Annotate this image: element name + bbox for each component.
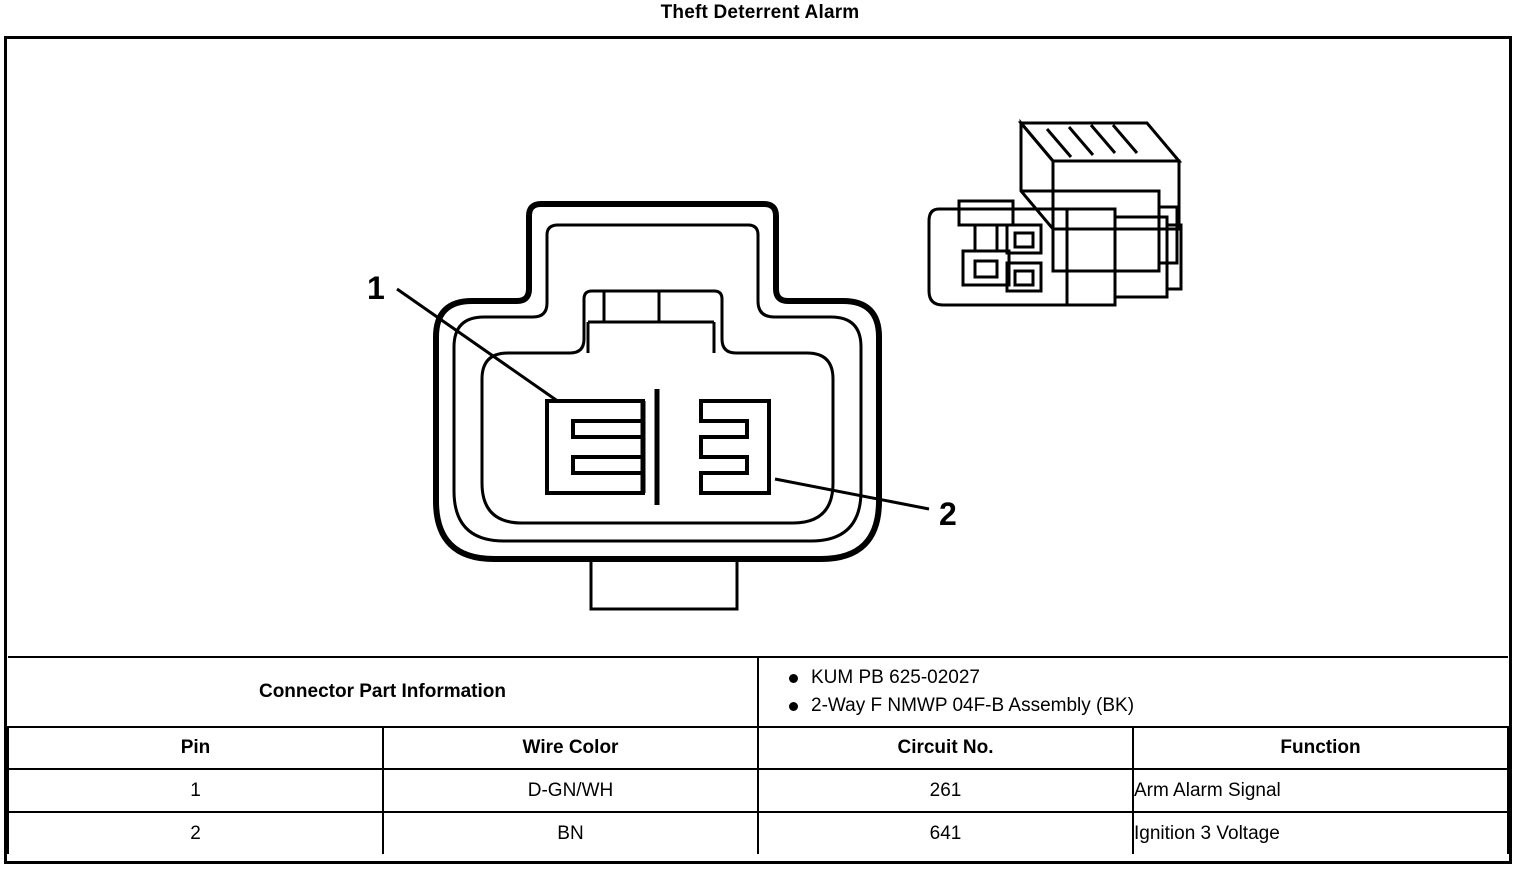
cell-wire-color: D-GN/WH	[383, 769, 758, 812]
column-header-pin: Pin	[8, 727, 383, 769]
cell-pin: 1	[8, 769, 383, 812]
diagram-area	[7, 39, 1509, 656]
page-title: Theft Deterrent Alarm	[660, 2, 860, 23]
connector-face-view	[436, 204, 879, 609]
cell-function: Ignition 3 Voltage	[1133, 812, 1508, 854]
cell-function: Arm Alarm Signal	[1133, 769, 1508, 812]
cell-circuit-no: 261	[758, 769, 1133, 812]
connector-part-item: KUM PB 625-02027	[781, 664, 1508, 692]
connector-part-item: 2-Way F NMWP 04F-B Assembly (BK)	[781, 692, 1508, 720]
cell-pin: 2	[8, 812, 383, 854]
column-header-wire-color: Wire Color	[383, 727, 758, 769]
callout-2-label: 2	[939, 496, 957, 532]
connector-part-information-list	[758, 657, 1508, 727]
table-row	[8, 769, 1508, 812]
connector-part-information-row	[8, 657, 1508, 727]
callout-1-label: 1	[367, 270, 385, 306]
connector-illustration	[7, 39, 1509, 656]
connector-body-view	[929, 123, 1181, 305]
connector-info-table	[7, 656, 1509, 854]
table-row	[8, 812, 1508, 854]
column-header-circuit-no: Circuit No.	[758, 727, 1133, 769]
cell-wire-color: BN	[383, 812, 758, 854]
diagram-frame	[4, 36, 1512, 864]
column-header-function: Function	[1133, 727, 1508, 769]
pin-table-header-row	[8, 727, 1508, 769]
connector-part-information-label: Connector Part Information	[8, 657, 758, 727]
cell-circuit-no: 641	[758, 812, 1133, 854]
